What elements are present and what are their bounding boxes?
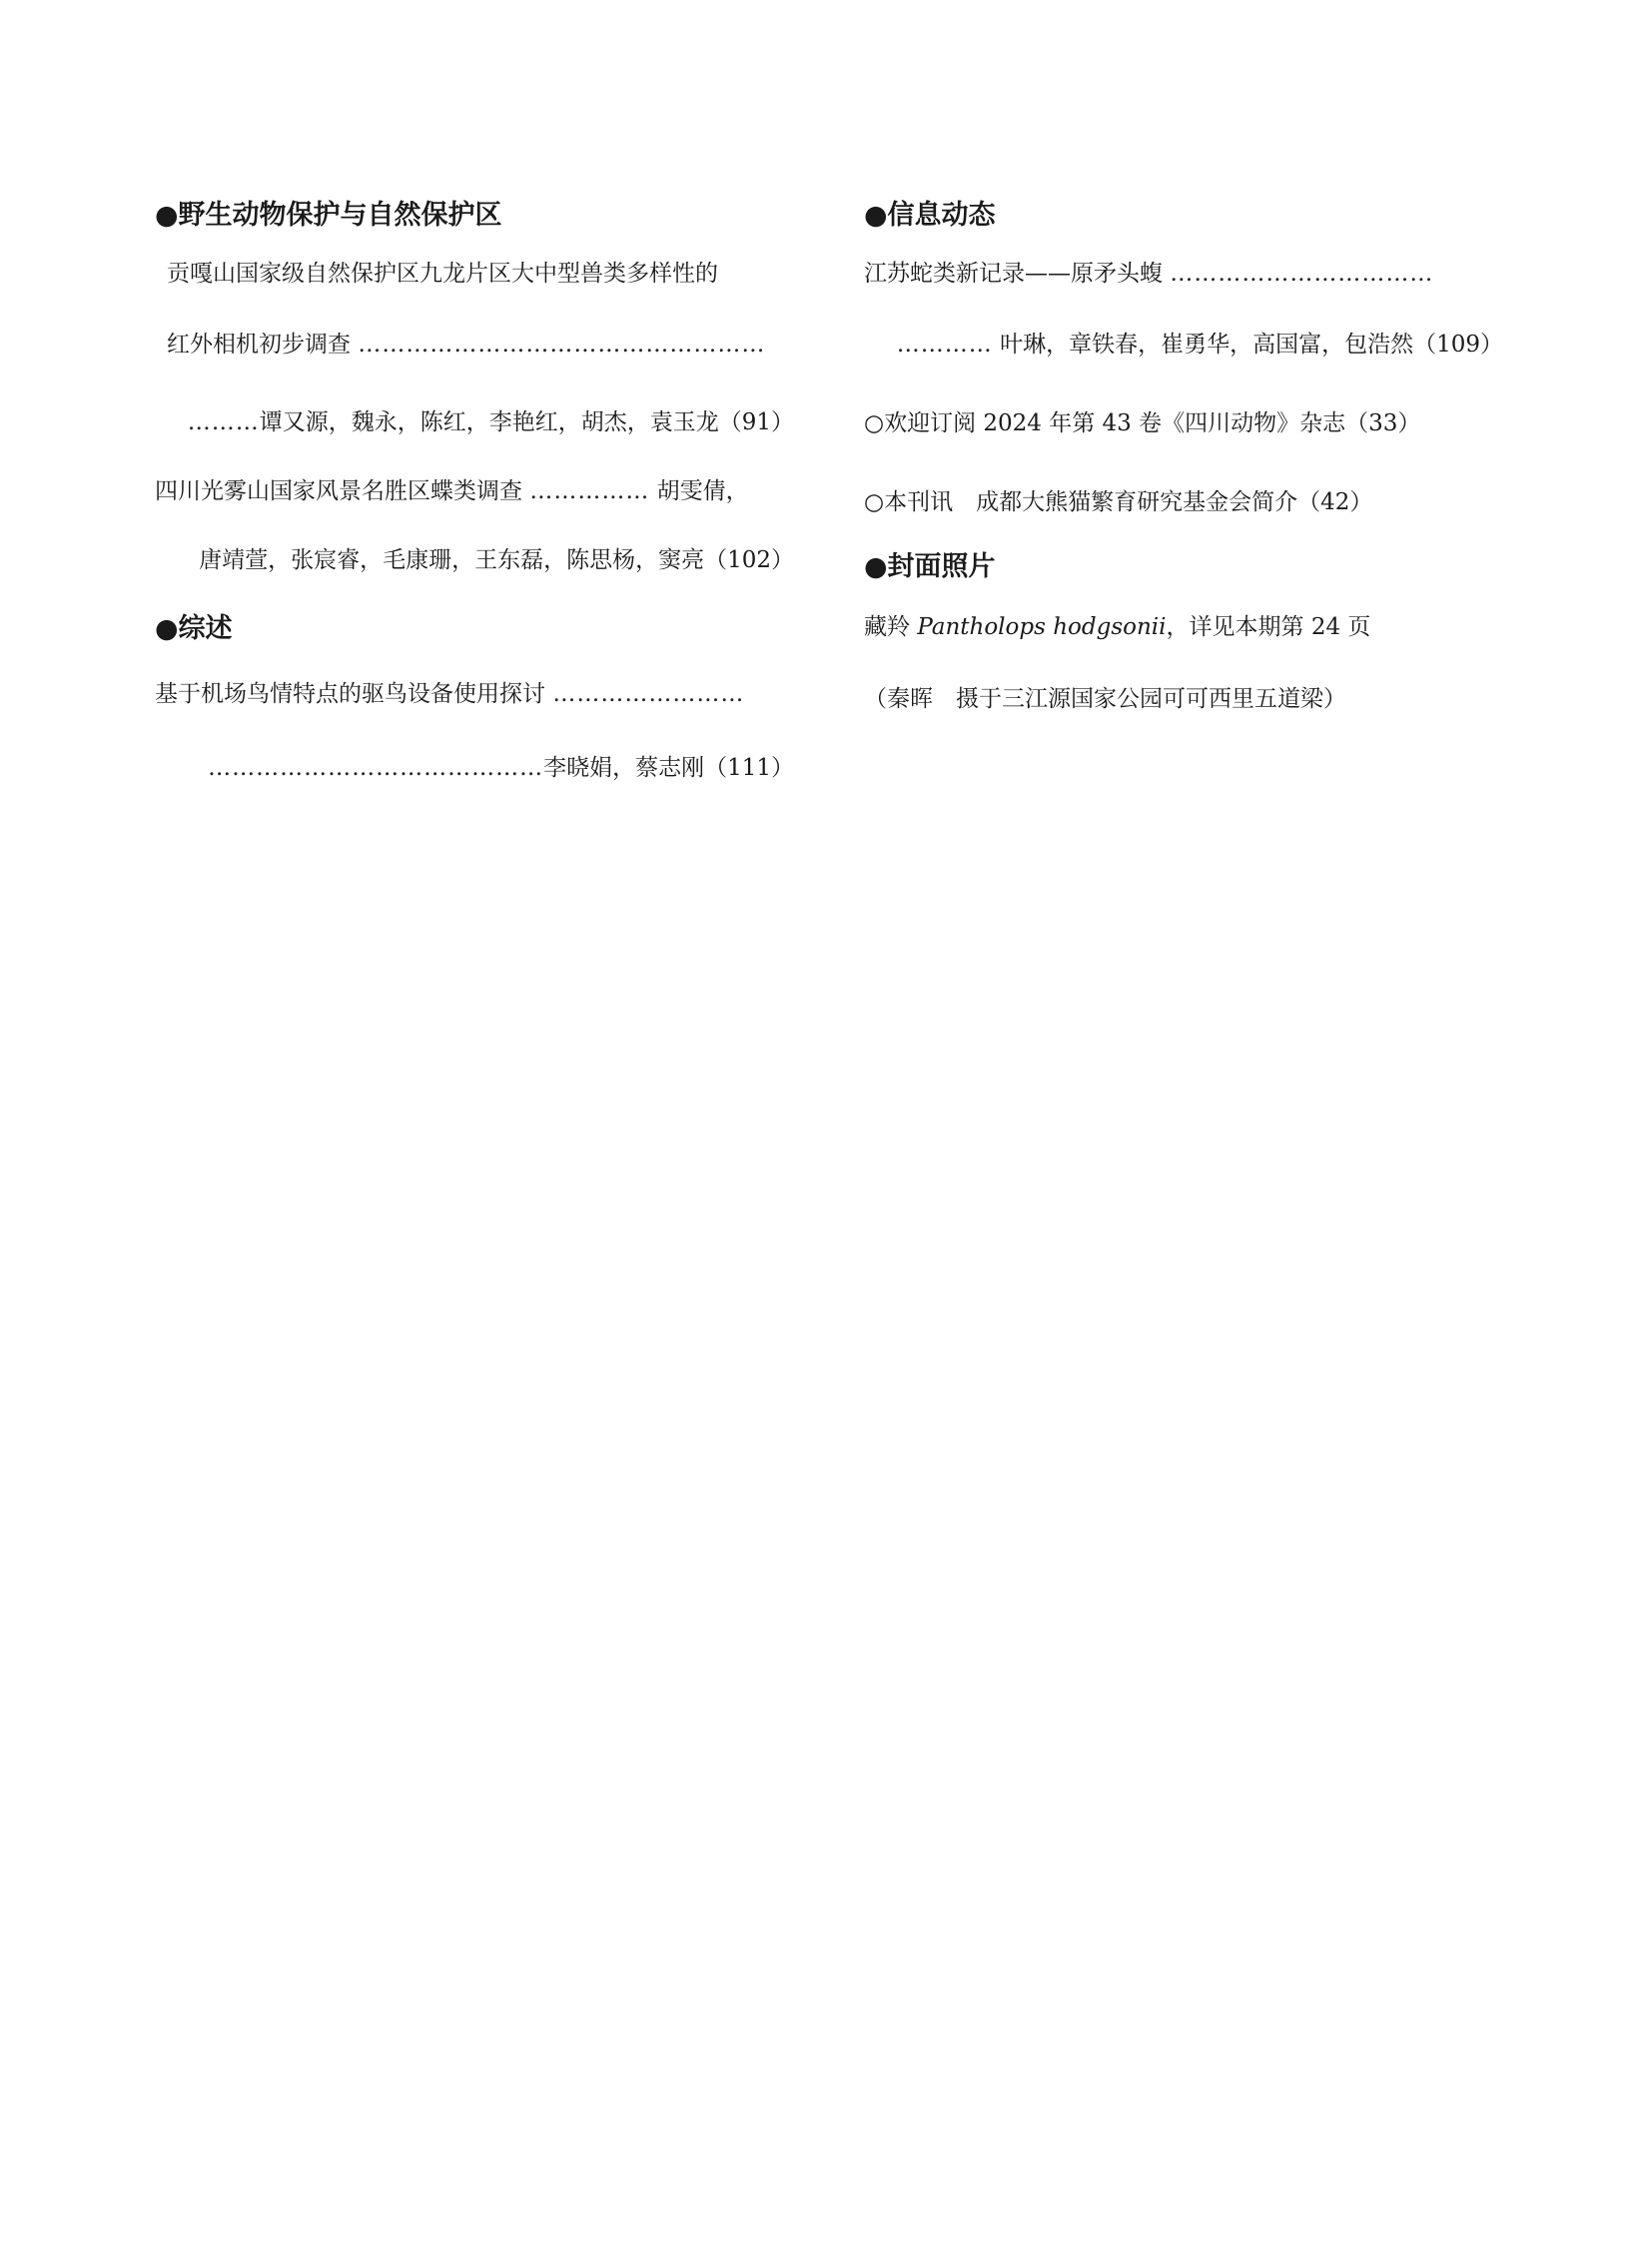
leader-dots: ……………………	[552, 681, 745, 707]
article-jiangsu-snake-record[interactable]	[864, 242, 1503, 383]
notice-subscription[interactable]: ○欢迎订阅 2024 年第 43 卷《四川动物》杂志（33）	[864, 410, 1421, 436]
article-title-line: 贡嘎山国家级自然保护区九龙片区大中型兽类多样性的	[167, 261, 718, 287]
article-authors: 叶琳，章铁春，崔勇华，高国富，包浩然（109）	[1000, 332, 1503, 358]
leader-dots: ……………	[529, 478, 650, 504]
cover-caption-prefix: 藏羚	[864, 614, 918, 640]
leader-dots: ……………………………………	[208, 755, 544, 781]
left-column	[155, 190, 794, 807]
article-title-text: 红外相机初步调查	[167, 332, 351, 358]
section-heading-cover-photo: ●封面照片	[864, 551, 996, 582]
section-heading-wildlife-protection: ●野生动物保护与自然保护区	[155, 200, 502, 231]
section-heading-news: ●信息动态	[864, 200, 996, 231]
cover-photo-credit: （秦晖 摄于三江源国家公园可可西里五道梁）	[864, 686, 1346, 712]
article-authors: 唐靖萱，张宸睿，毛康珊，王东磊，陈思杨，窦亮（102）	[199, 547, 794, 573]
article-authors-line	[155, 383, 794, 461]
leader-dots: ……………………………………………	[358, 332, 766, 358]
article-title-line	[155, 461, 794, 521]
right-column	[864, 190, 1503, 737]
article-authors-line	[864, 306, 1503, 383]
article-title-line	[155, 306, 794, 383]
cover-caption-suffix: ，详见本期第 24 页	[1166, 614, 1371, 640]
leader-dots: ……………………………	[1170, 261, 1434, 287]
article-authors-line	[155, 729, 794, 807]
cover-scientific-name: Pantholops hodgsonii	[917, 614, 1167, 640]
article-authors: 谭又源，魏永，陈红，李艳红，胡杰，袁玉龙（91）	[259, 409, 794, 435]
article-authors: 李晓娟，蔡志刚（111）	[543, 755, 794, 781]
article-guangwushan-butterfly-survey[interactable]	[155, 461, 794, 599]
article-title-line	[864, 242, 1503, 306]
article-authors-line	[155, 521, 794, 599]
cover-photo-caption	[864, 593, 1503, 661]
section-heading-review: ●综述	[155, 613, 233, 644]
leader-dots: …………	[896, 332, 993, 358]
article-authors: 胡雯倩，	[656, 478, 749, 504]
article-title-text: 基于机场鸟情特点的驱鸟设备使用探讨	[155, 681, 545, 707]
article-title-line	[155, 659, 794, 729]
leader-dots: ………	[187, 409, 260, 435]
article-airport-bird-repellent[interactable]	[155, 659, 794, 807]
article-title-text: 江苏蛇类新记录——原矛头蝮	[864, 261, 1163, 287]
notice-panda-foundation[interactable]: ○本刊讯 成都大熊猫繁育研究基金会简介（42）	[864, 489, 1373, 515]
article-title-text: 四川光雾山国家风景名胜区蝶类调查	[155, 478, 522, 504]
article-gongga-camera-survey[interactable]	[155, 242, 794, 461]
